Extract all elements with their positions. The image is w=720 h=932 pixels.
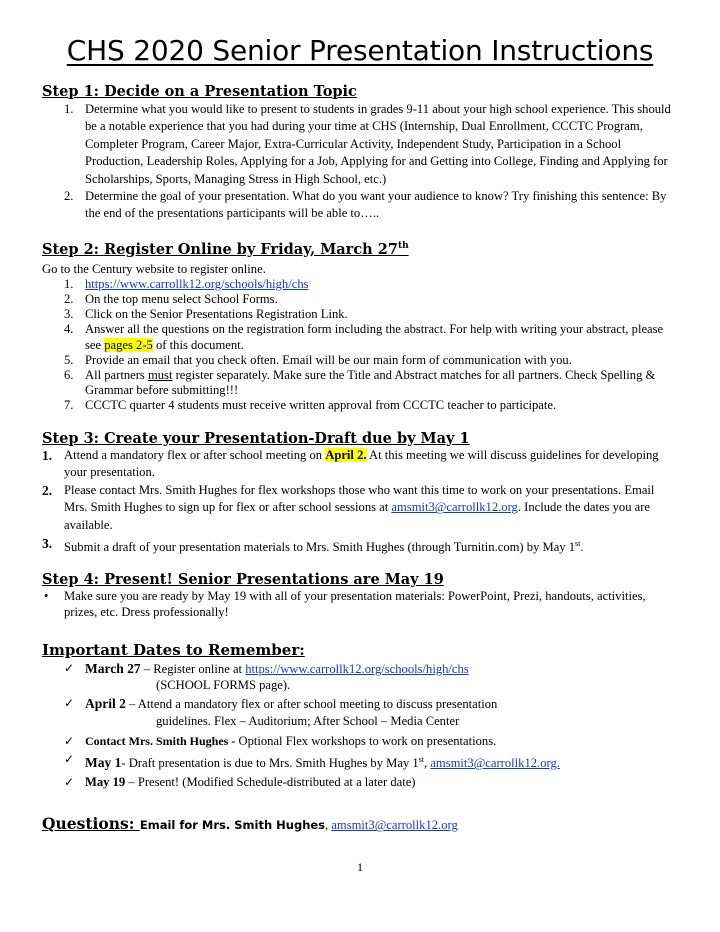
list-item-text: CCCTC quarter 4 students must receive written approval from CCCTC teacher to participate. <box>85 398 557 413</box>
list-item-text: April 2 – Attend a mandatory flex or after school meeting to discuss presentation guidelines. Flex – Auditorium; After School – Media Center <box>85 696 498 729</box>
page-title: CHS 2020 Senior Presentation Instructions <box>66 34 654 67</box>
step2-list <box>42 277 678 414</box>
list-number: 5. <box>64 352 74 367</box>
list-item <box>42 482 678 535</box>
list-number: 2. <box>64 292 74 307</box>
step3-heading: Step 3: Create your Presentation-Draft due by May 1 <box>42 429 470 447</box>
list-item <box>42 773 678 792</box>
chs-website-link[interactable]: https://www.carrollk12.org/schools/high/chs <box>245 662 469 677</box>
dates-section <box>42 641 678 792</box>
checkmark-icon: ✓ <box>64 775 75 790</box>
list-item <box>42 535 678 557</box>
list-number: 2. <box>64 189 74 204</box>
list-number: 3. <box>42 535 53 551</box>
step2-intro: Go to the Century website to register online. <box>42 261 266 276</box>
dates-heading: Important Dates to Remember: <box>42 641 305 660</box>
list-item-text: Answer all the questions on the registration form including the abstract. For help with writing your abstract, please see pages 2-5 of this document. <box>85 322 664 352</box>
list-item <box>42 277 678 292</box>
list-item-text: Determine what you would like to present to students in grades 9-11 about your high school experience. This should be a notable experience that you had during your time at CHS (Internship, Dual Enrollment, CCCTC Program, Completer Program, Career Major, Extra-Curricular Activity, Independent Study, Participation in a School Production, Leadership Roles, Applying for a Job, Applying for and Getting into College, Finding and Applying for Scholarships, Sports, Managing Stress in High School, etc.) <box>85 102 671 186</box>
list-item <box>42 368 678 398</box>
underlined-text: must <box>147 368 173 383</box>
list-item <box>42 292 678 307</box>
checkmark-icon: ✓ <box>64 752 75 767</box>
checkmark-icon: ✓ <box>64 661 75 676</box>
list-number: 1. <box>42 447 53 463</box>
step2-section <box>42 241 678 414</box>
list-item <box>42 322 678 352</box>
questions-email-label: Email for Mrs. Smith Hughes <box>139 818 326 833</box>
list-item <box>42 447 678 482</box>
step4-list <box>42 589 678 620</box>
bullet-icon: • <box>44 589 49 604</box>
step1-section <box>42 83 678 223</box>
list-item <box>42 188 678 223</box>
checkmark-icon: ✓ <box>64 696 75 711</box>
list-item-text: On the top menu select School Forms. <box>85 292 278 307</box>
step4-heading: Step 4: Present! Senior Presentations are May 19 <box>42 571 444 589</box>
list-number: 6. <box>64 368 74 383</box>
list-item-text: Submit a draft of your presentation materials to Mrs. Smith Hughes (through Turnitin.com) by May 1st. <box>64 538 584 554</box>
step1-heading: Step 1: Decide on a Presentation Topic <box>42 83 357 100</box>
list-item <box>42 661 678 693</box>
list-item <box>42 398 678 413</box>
list-item <box>42 589 678 620</box>
list-item-text: Click on the Senior Presentations Registration Link. <box>85 307 348 322</box>
list-number: 1. <box>64 102 74 116</box>
list-item-text: Determine the goal of your presentation. What do you want your audience to know? Try finishing this sentence: By the end of the presentations participants will be able to….. <box>85 189 667 221</box>
highlighted-text: pages 2-5 <box>104 337 153 352</box>
list-item-text: May 1- Draft presentation is due to Mrs. Smith Hughes by May 1st, amsmit3@carrollk12.org. <box>85 755 560 771</box>
list-item <box>42 353 678 368</box>
list-item-text: All partners must register separately. Make sure the Title and Abstract matches for all partners. Check Spelling & Grammar before submitting!!! <box>85 368 656 398</box>
step1-list <box>42 101 678 223</box>
questions-section: Questions: Email for Mrs. Smith Hughes, amsmit3@carrollk12.org <box>42 814 458 834</box>
step3-section <box>42 430 678 557</box>
list-item-text: Contact Mrs. Smith Hughes - Optional Flex workshops to work on presentations. <box>85 734 497 749</box>
list-item-text: Provide an email that you check often. Email will be our main form of communication with you. <box>85 352 572 367</box>
list-item-text: Make sure you are ready by May 19 with all of your presentation materials: PowerPoint, Prezi, handouts, activities, prizes, etc. Dress professionally! <box>64 589 646 619</box>
list-item-text: Attend a mandatory flex or after school meeting on April 2. At this meeting we will discuss guidelines for developing your presentation. <box>64 447 659 480</box>
checkmark-icon: ✓ <box>64 734 75 749</box>
superscript: st <box>575 538 581 548</box>
list-item-text: May 19 – Present! (Modified Schedule-distributed at a later date) <box>85 775 416 790</box>
list-number: 3. <box>64 307 74 322</box>
list-number: 4. <box>64 322 74 337</box>
email-link[interactable]: amsmit3@carrollk12.org <box>391 500 518 515</box>
list-item-text: Please contact Mrs. Smith Hughes for flex workshops those who want this time to work on your presentations. Email Mrs. Smith Hughes to sign up for flex or after school sessions at amsmit3@carrollk12.org. Include the dates you are available. <box>64 482 655 533</box>
list-item <box>42 307 678 322</box>
questions-label: Questions: <box>42 814 140 834</box>
step3-list <box>42 447 678 557</box>
list-item <box>42 101 678 188</box>
list-item <box>42 750 678 773</box>
email-link[interactable]: amsmit3@carrollk12.org <box>331 818 458 833</box>
chs-website-link[interactable]: https://www.carrollk12.org/schools/high/chs <box>85 276 309 291</box>
step4-section <box>42 571 678 620</box>
list-item <box>42 732 678 750</box>
step2-heading <box>42 241 678 258</box>
highlighted-text: April 2. <box>325 447 367 462</box>
step2-heading-text: Step 2: Register Online by Friday, March 27 <box>42 240 398 258</box>
list-number: 7. <box>64 398 74 413</box>
list-number: 1. <box>64 276 74 291</box>
dates-list <box>42 661 678 792</box>
email-link[interactable]: amsmit3@carrollk12.org. <box>430 756 560 771</box>
step2-heading-sup: th <box>397 241 409 252</box>
list-number: 2. <box>42 482 53 498</box>
list-item <box>42 695 678 730</box>
page-number: 1 <box>357 860 363 874</box>
list-item-text: March 27 – Register online at https://www.carrollk12.org/schools/high/chs (SCHOOL FORMS page). <box>85 661 469 692</box>
